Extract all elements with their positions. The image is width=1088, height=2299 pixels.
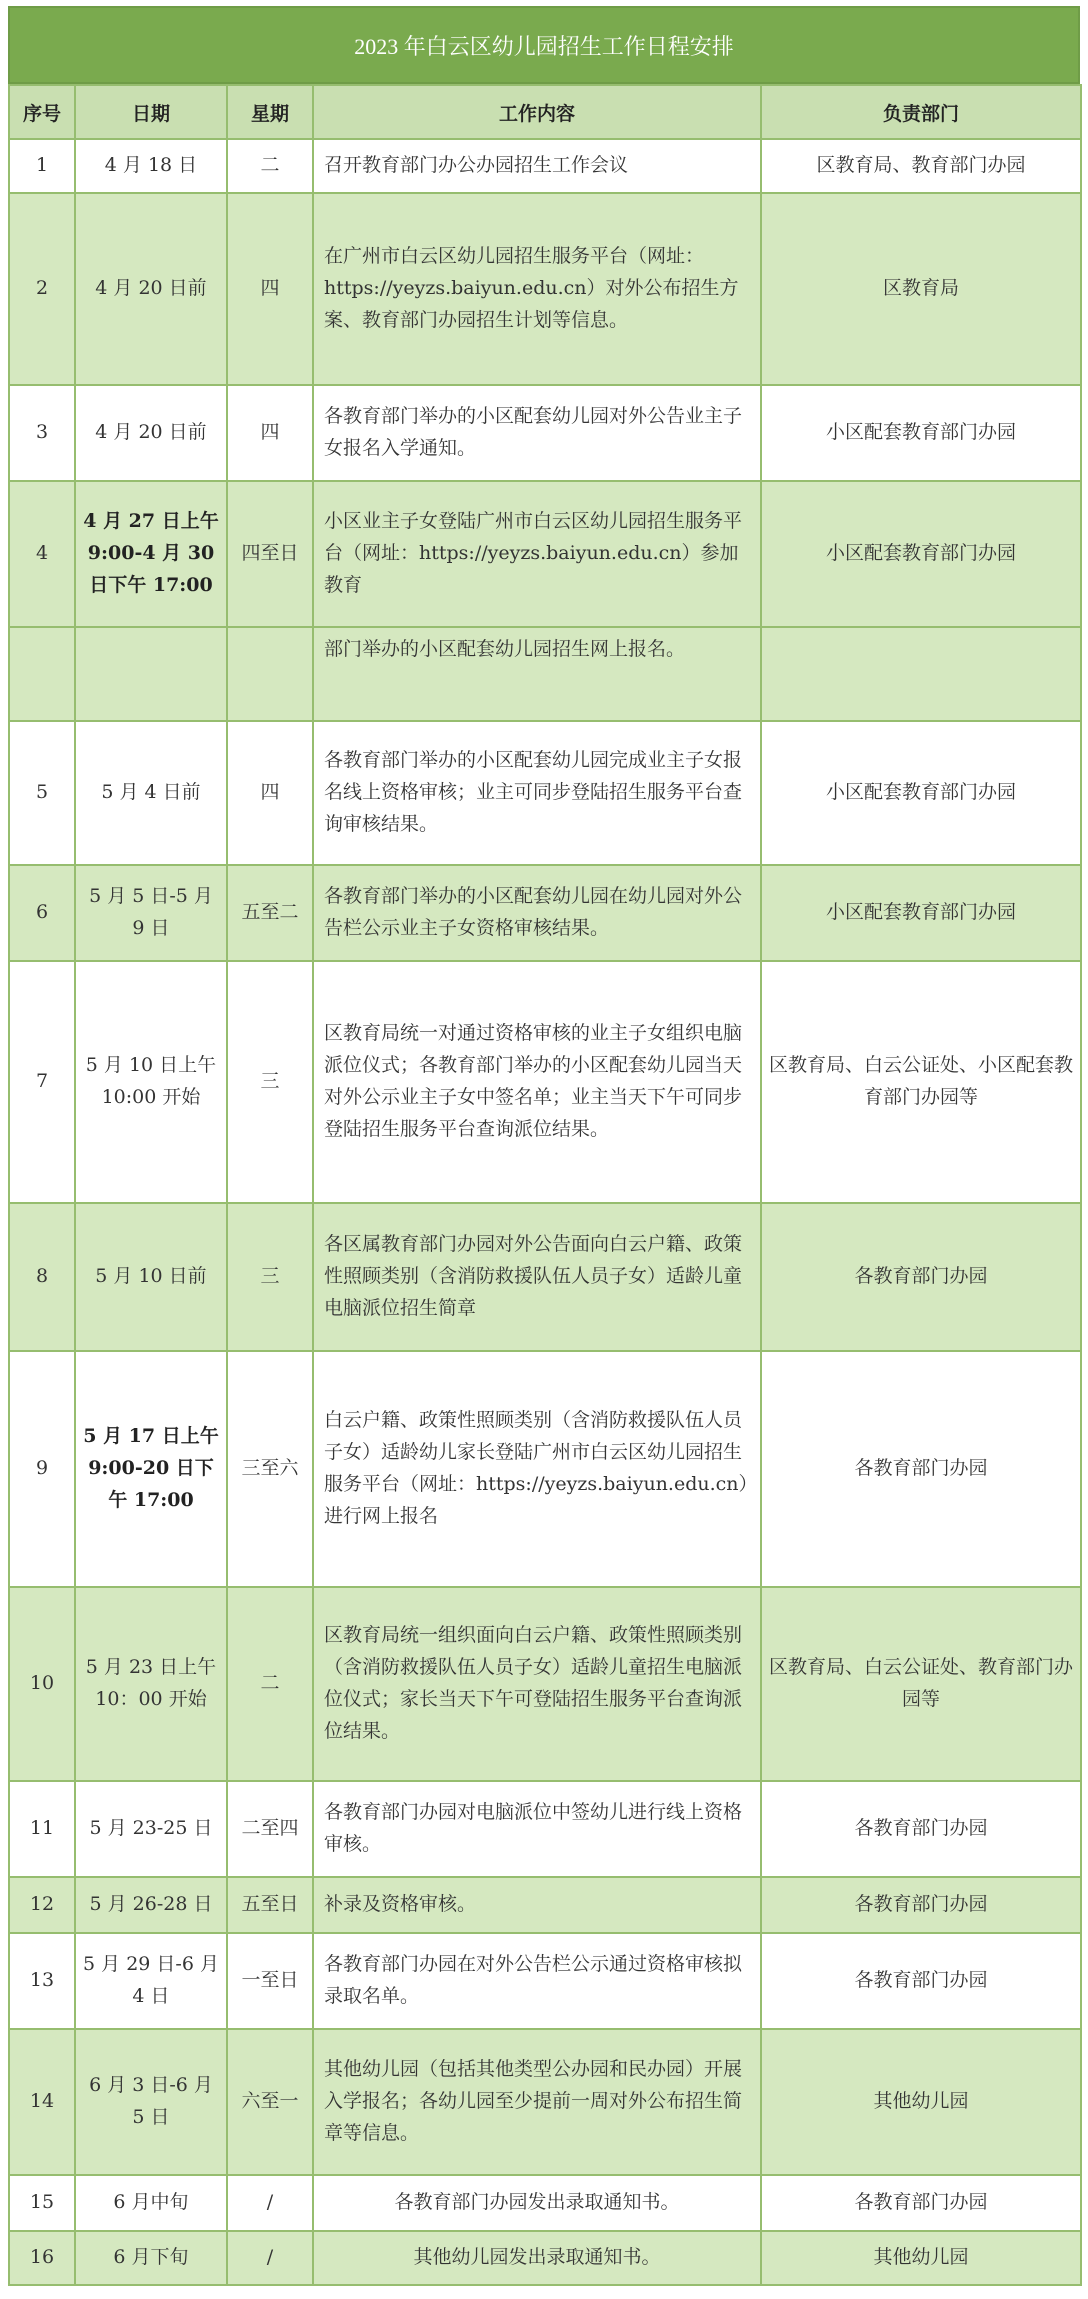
row-date: 4 月 20 日前 <box>75 385 227 481</box>
row-dept: 区教育局、白云公证处、教育部门办园等 <box>761 1587 1081 1781</box>
table-row <box>9 1781 1081 1877</box>
row-no: 9 <box>9 1351 75 1587</box>
row-dept: 小区配套教育部门办园 <box>761 385 1081 481</box>
row-content: 各教育部门举办的小区配套幼儿园在幼儿园对外公告栏公示业主子女资格审核结果。 <box>313 865 761 961</box>
row-date: 5 月 10 日上午 10:00 开始 <box>75 961 227 1203</box>
row-dept: 区教育局、教育部门办园 <box>761 139 1081 193</box>
row-weekday: 二至四 <box>227 1781 313 1877</box>
row-dept: 其他幼儿园 <box>761 2231 1081 2285</box>
row-no: 16 <box>9 2231 75 2285</box>
row-date: 6 月 3 日-6 月 5 日 <box>75 2029 227 2175</box>
row-date: 4 月 18 日 <box>75 139 227 193</box>
row-date: 5 月 5 日-5 月 9 日 <box>75 865 227 961</box>
row-content: 各教育部门举办的小区配套幼儿园完成业主子女报名线上资格审核；业主可同步登陆招生服务平台查询审核结果。 <box>313 721 761 865</box>
row-weekday: 四 <box>227 385 313 481</box>
row-no: 6 <box>9 865 75 961</box>
row-weekday: 四 <box>227 193 313 385</box>
table-row <box>9 1933 1081 2029</box>
header-weekday: 星期 <box>227 85 313 139</box>
row-weekday: 四至日 <box>227 481 313 627</box>
row-content: 各区属教育部门办园对外公告面向白云户籍、政策性照顾类别（含消防救援队伍人员子女）适龄儿童电脑派位招生简章 <box>313 1203 761 1351</box>
row-content: 其他幼儿园发出录取通知书。 <box>313 2231 761 2285</box>
row-date: 5 月 26-28 日 <box>75 1877 227 1933</box>
row-content: 各教育部门办园在对外公告栏公示通过资格审核拟录取名单。 <box>313 1933 761 2029</box>
table-row <box>9 627 1081 721</box>
row-weekday: 五至二 <box>227 865 313 961</box>
row-weekday: 二 <box>227 139 313 193</box>
table-row <box>9 385 1081 481</box>
row-dept <box>761 627 1081 721</box>
row-weekday: 五至日 <box>227 1877 313 1933</box>
table-row <box>9 193 1081 385</box>
row-no: 14 <box>9 2029 75 2175</box>
row-date: 5 月 17 日上午 9:00-20 日下午 17:00 <box>75 1351 227 1587</box>
table-row <box>9 1351 1081 1587</box>
row-no: 3 <box>9 385 75 481</box>
row-weekday: / <box>227 2175 313 2231</box>
row-dept: 小区配套教育部门办园 <box>761 721 1081 865</box>
row-weekday <box>227 627 313 721</box>
row-no: 12 <box>9 1877 75 1933</box>
table-row <box>9 961 1081 1203</box>
row-date: 6 月中旬 <box>75 2175 227 2231</box>
table-row <box>9 2231 1081 2285</box>
schedule-table <box>8 84 1082 2286</box>
header-content: 工作内容 <box>313 85 761 139</box>
header-dept: 负责部门 <box>761 85 1081 139</box>
row-date: 6 月下旬 <box>75 2231 227 2285</box>
row-no: 11 <box>9 1781 75 1877</box>
row-weekday: 一至日 <box>227 1933 313 2029</box>
row-content: 小区业主子女登陆广州市白云区幼儿园招生服务平台（网址：https://yeyzs.baiyun.edu.cn）参加教育 <box>313 481 761 627</box>
table-row <box>9 1587 1081 1781</box>
row-dept: 区教育局、白云公证处、小区配套教育部门办园等 <box>761 961 1081 1203</box>
document-title: 2023 年白云区幼儿园招生工作日程安排 <box>8 6 1080 84</box>
row-no: 15 <box>9 2175 75 2231</box>
row-no: 7 <box>9 961 75 1203</box>
row-date: 5 月 23-25 日 <box>75 1781 227 1877</box>
row-dept: 各教育部门办园 <box>761 1781 1081 1877</box>
row-no: 13 <box>9 1933 75 2029</box>
row-content: 部门举办的小区配套幼儿园招生网上报名。 <box>313 627 761 721</box>
table-row <box>9 1203 1081 1351</box>
row-weekday: 三至六 <box>227 1351 313 1587</box>
row-date: 5 月 29 日-6 月 4 日 <box>75 1933 227 2029</box>
row-dept: 各教育部门办园 <box>761 1351 1081 1587</box>
row-content: 召开教育部门办公办园招生工作会议 <box>313 139 761 193</box>
row-content: 各教育部门办园对电脑派位中签幼儿进行线上资格审核。 <box>313 1781 761 1877</box>
row-date <box>75 627 227 721</box>
row-no <box>9 627 75 721</box>
schedule-document <box>8 6 1080 2286</box>
table-row <box>9 2029 1081 2175</box>
row-content: 区教育局统一对通过资格审核的业主子女组织电脑派位仪式；各教育部门举办的小区配套幼儿园当天对外公示业主子女中签名单；业主当天下午可同步登陆招生服务平台查询派位结果。 <box>313 961 761 1203</box>
row-dept: 小区配套教育部门办园 <box>761 865 1081 961</box>
row-content: 各教育部门办园发出录取通知书。 <box>313 2175 761 2231</box>
row-dept: 各教育部门办园 <box>761 1203 1081 1351</box>
row-dept: 小区配套教育部门办园 <box>761 481 1081 627</box>
row-no: 8 <box>9 1203 75 1351</box>
row-content: 区教育局统一组织面向白云户籍、政策性照顾类别（含消防救援队伍人员子女）适龄儿童招生电脑派位仪式；家长当天下午可登陆招生服务平台查询派位结果。 <box>313 1587 761 1781</box>
table-row <box>9 721 1081 865</box>
row-weekday: 六至一 <box>227 2029 313 2175</box>
table-row <box>9 2175 1081 2231</box>
table-row <box>9 139 1081 193</box>
row-no: 1 <box>9 139 75 193</box>
row-weekday: 三 <box>227 1203 313 1351</box>
row-content: 补录及资格审核。 <box>313 1877 761 1933</box>
row-weekday: / <box>227 2231 313 2285</box>
row-date: 4 月 27 日上午 9:00-4 月 30 日下午 17:00 <box>75 481 227 627</box>
header-no: 序号 <box>9 85 75 139</box>
table-row <box>9 865 1081 961</box>
table-header-row <box>9 85 1081 139</box>
row-weekday: 四 <box>227 721 313 865</box>
row-dept: 各教育部门办园 <box>761 1877 1081 1933</box>
row-dept: 各教育部门办园 <box>761 1933 1081 2029</box>
row-dept: 其他幼儿园 <box>761 2029 1081 2175</box>
row-weekday: 二 <box>227 1587 313 1781</box>
row-dept: 各教育部门办园 <box>761 2175 1081 2231</box>
row-dept: 区教育局 <box>761 193 1081 385</box>
table-row <box>9 1877 1081 1933</box>
row-weekday: 三 <box>227 961 313 1203</box>
table-row <box>9 481 1081 627</box>
row-date: 5 月 4 日前 <box>75 721 227 865</box>
row-no: 5 <box>9 721 75 865</box>
row-no: 2 <box>9 193 75 385</box>
row-date: 5 月 23 日上午 10：00 开始 <box>75 1587 227 1781</box>
row-date: 4 月 20 日前 <box>75 193 227 385</box>
row-content: 在广州市白云区幼儿园招生服务平台（网址：https://yeyzs.baiyun.edu.cn）对外公布招生方案、教育部门办园招生计划等信息。 <box>313 193 761 385</box>
row-no: 4 <box>9 481 75 627</box>
row-date: 5 月 10 日前 <box>75 1203 227 1351</box>
header-date: 日期 <box>75 85 227 139</box>
row-content: 白云户籍、政策性照顾类别（含消防救援队伍人员子女）适龄幼儿家长登陆广州市白云区幼儿园招生服务平台（网址：https://yeyzs.baiyun.edu.cn）进行网上报名 <box>313 1351 761 1587</box>
row-content: 其他幼儿园（包括其他类型公办园和民办园）开展入学报名；各幼儿园至少提前一周对外公布招生简章等信息。 <box>313 2029 761 2175</box>
row-content: 各教育部门举办的小区配套幼儿园对外公告业主子女报名入学通知。 <box>313 385 761 481</box>
row-no: 10 <box>9 1587 75 1781</box>
